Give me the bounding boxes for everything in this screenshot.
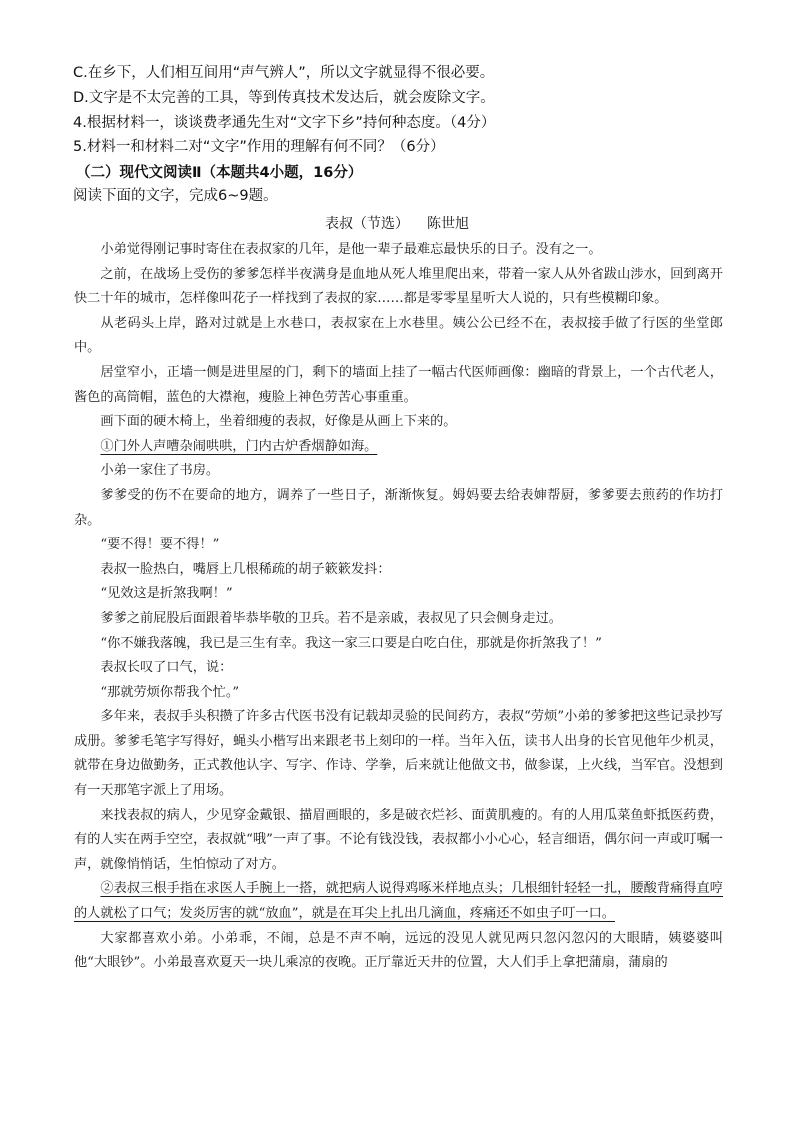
paragraph: 表叔长叹了口气，说：: [100, 660, 233, 676]
paragraph: 从老码头上岸，路对过就是上水巷口，表叔家在上水巷里。姨公公已经不在，表叔接手做了行医的坐堂郎中。: [74, 315, 723, 356]
paragraph: 爹爹之前屁股后面跟着毕恭毕敬的卫兵。若不是亲戚，表叔见了只会侧身走过。: [100, 610, 562, 626]
paragraph: “那就劳烦你帮我个忙。”: [100, 684, 240, 700]
paragraph: 居堂窄小，正墙一侧是进里屋的门，剩下的墙面上挂了一幅古代医师画像：幽暗的背景上，一个古代老人，酱色的高筒帽，蓝色的大襟袍，瘦脸上神色劳苦心事重重。: [74, 364, 723, 405]
paragraph: “你不嫌我落魄，我已是三生有幸。我这一家三口要是白吃白住，那就是你折煞我了！”: [100, 635, 602, 651]
paragraph: 表叔一脸热白，嘴唇上几根稀疏的胡子簌簌发抖：: [100, 561, 391, 577]
option-c: C.在乡下，人们相互间用“声气辨人”，所以文字就显得不很必要。: [73, 65, 495, 81]
option-d: D.文字是不太完善的工具，等到传真技术发达后，就会废除文字。: [73, 90, 495, 106]
underlined-sentence-1: [74, 435, 723, 460]
section-heading: （二）现代文阅读Ⅱ（本题共4小题，16分）: [76, 165, 363, 181]
paragraph: 之前，在战场上受伤的爹爹怎样半夜满身是血地从死人堆里爬出来，带着一家人从外省跋山涉水，回到离开快二十年的城市，怎样像叫花子一样找到了表叔的家……都是零零星星听大人说的，只有些模糊印象。: [74, 266, 723, 307]
paragraph: “见效这是折煞我啊！”: [100, 586, 233, 602]
article-body: [74, 238, 723, 976]
paragraph: 小弟一家住了书房。: [100, 463, 220, 479]
paragraph: 画下面的硬木椅上，坐着细瘦的表叔，好像是从画上下来的。: [100, 414, 457, 430]
underlined-text: ①门外人声嘈杂闹哄哄，门内古炉香烟静如海。: [100, 438, 378, 454]
underlined-sentence-2: [74, 877, 723, 926]
reading-instruction: 阅读下面的文字，完成6~9题。: [73, 188, 278, 204]
paragraph: 来找表叔的病人，少见穿金戴银、描眉画眼的，多是破衣烂衫、面黄肌瘦的。有的人用瓜菜鱼虾抵医药费，有的人实在两手空空，表叔就“哦”一声了事。不论有钱没钱，表叔都小小心心，轻言细语，偶尔问一声或叮嘱一声，就像悄悄话，生怕惊动了对方。: [74, 807, 723, 872]
paragraph: 多年来，表叔手头积攒了许多古代医书没有记载却灵验的民间药方，表叔“劳烦”小弟的爹爹把这些记录抄写成册。爹爹毛笔字写得好，蝇头小楷写出来跟老书上刻印的一样。当年入伍，读书人出身的长官见他年少机灵，就带在身边做勤务，正式教他认字、写字、作诗、学拳，后来就让他做文书，做参谋，上火线，当军官。没想到有一天那笔字派上了用场。: [74, 709, 723, 799]
paragraph: 小弟觉得刚记事时寄住在表叔家的几年，是他一辈子最难忘最快乐的日子。没有之一。: [100, 242, 602, 257]
paragraph: 大家都喜欢小弟。小弟乖，不闹，总是不声不响，远远的没见人就见两只忽闪忽闪的大眼睛，姨婆婆叫他“大眼钞”。小弟最喜欢夏天一块儿乘凉的夜晚。正厅靠近天井的位置，大人们手上拿把蒲扇，蒲扇的: [74, 930, 723, 971]
article-title: 表叔（节选）: [325, 216, 409, 232]
article-author: 陈世旭: [427, 216, 469, 232]
underlined-text: ②表叔三根手指在求医人手腕上一搭，就把病人说得鸡啄米样地点头；几根细针轻轻一扎，腰酸背痛得直哼的人就松了口气；发炎厉害的就“放血”，就是在耳尖上扎出几滴血，疼痛还不如虫子叮一口。: [74, 881, 723, 922]
question-5: 5.材料一和材料二对“文字”作用的理解有何不同？（6分）: [73, 139, 445, 155]
article-title-line: [0, 214, 794, 234]
paragraph: 爹爹受的伤不在要命的地方，调养了一些日子，渐渐恢复。姆妈要去给表婶帮厨，爹爹要去煎药的作坊打杂。: [74, 487, 723, 528]
paragraph: “要不得！要不得！”: [100, 537, 220, 553]
question-4: 4.根据材料一，谈谈费孝通先生对“文字下乡”持何种态度。（4分）: [73, 115, 496, 131]
